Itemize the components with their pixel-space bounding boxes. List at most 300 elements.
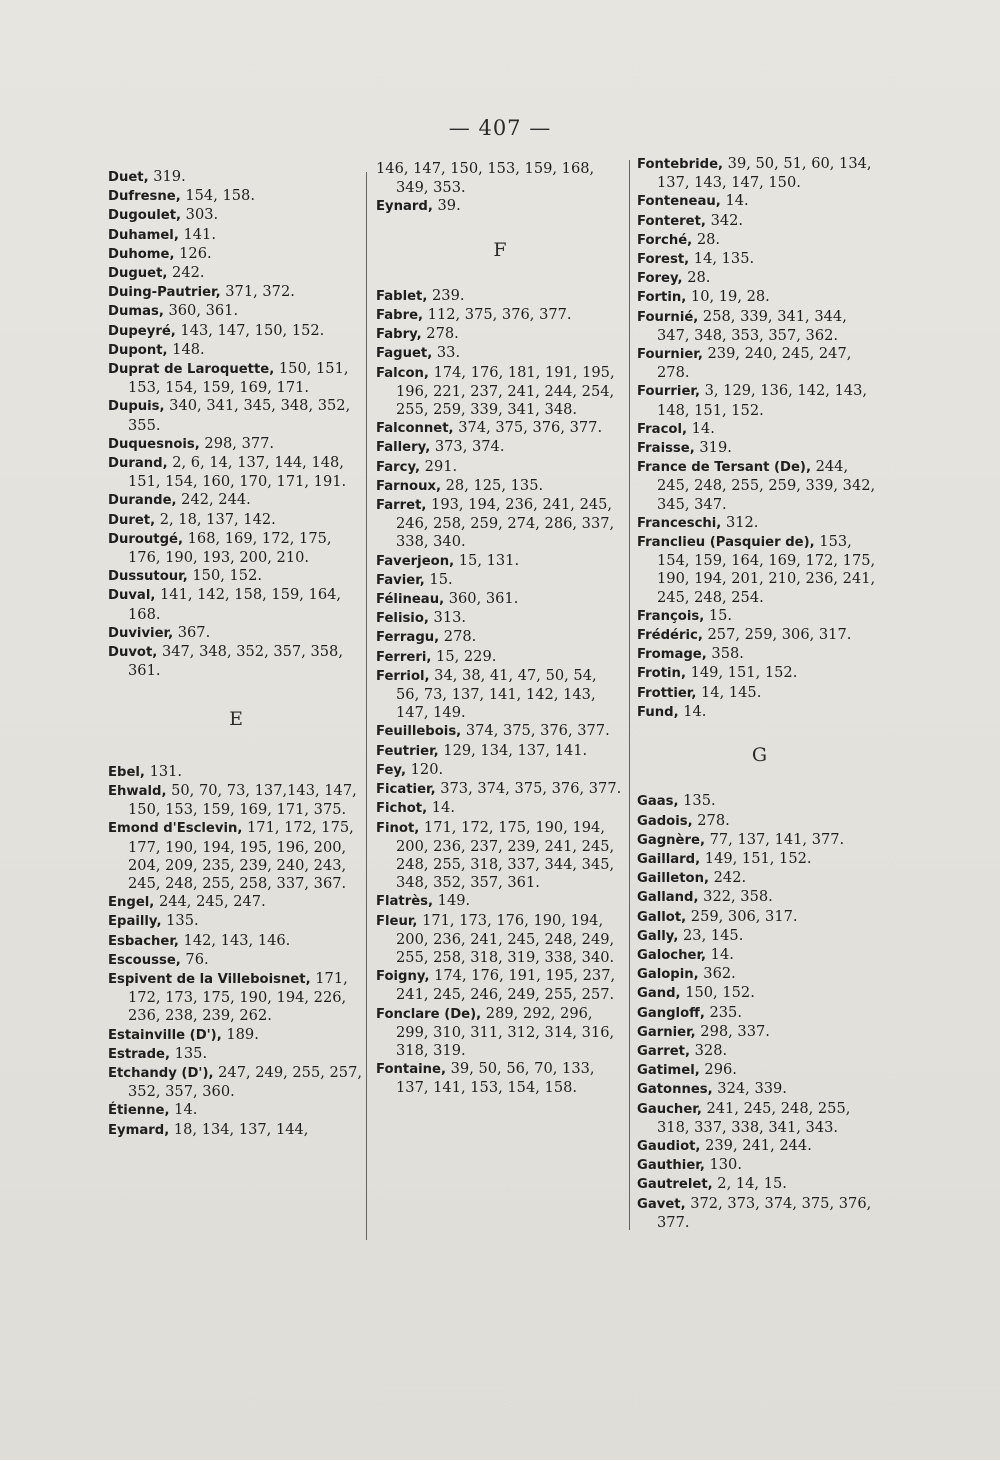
entry-name: Fablet, [376, 288, 428, 304]
index-entry [108, 283, 364, 302]
entry-page-refs: 342. [705, 211, 744, 229]
entry-page-refs: 126. [174, 244, 212, 262]
index-entry [108, 530, 364, 567]
entry-page-refs: 130. [704, 1156, 742, 1174]
entry-page-refs: 135. [161, 912, 199, 930]
index-entry [376, 667, 624, 723]
entry-page-refs: 15, 131. [454, 551, 520, 569]
index-entry [376, 160, 624, 197]
entry-name: Duhome, [108, 246, 175, 262]
entry-page-refs: 28, 125, 135. [441, 476, 544, 494]
index-entry [637, 1137, 882, 1156]
entry-name: Duroutgé, [108, 531, 183, 547]
entry-page-refs: 372, 373, 374, 375, 376, 377. [657, 1194, 872, 1231]
entry-name: Fonteneau, [637, 194, 721, 210]
entry-page-refs: 174, 176, 181, 191, 195, 196, 221, 237, 241, 244, 254, 255, 259, 339, 341, 348. [396, 363, 615, 419]
entry-page-refs: 367. [173, 623, 211, 641]
index-entry [376, 287, 624, 306]
entry-name: Fracol, [637, 421, 687, 437]
entry-name: Duvivier, [108, 625, 174, 641]
entry-page-refs: 259, 306, 317. [686, 907, 798, 925]
index-entry [376, 892, 624, 911]
entry-page-refs: 189. [221, 1025, 259, 1043]
entry-name: Epailly, [108, 914, 162, 930]
index-entry [637, 269, 882, 288]
entry-page-refs: 154, 158. [180, 187, 255, 205]
entry-name: Fraisse, [637, 441, 695, 457]
entry-page-refs: 39. [432, 197, 461, 215]
entry-name: Frotin, [637, 666, 686, 682]
entry-page-refs: 77, 137, 141, 377. [704, 830, 845, 848]
section-letter: F [493, 238, 507, 261]
entry-page-refs: 374, 375, 376, 377. [461, 722, 610, 740]
entry-page-refs: 171, 173, 176, 190, 194, 200, 236, 241, 245, 248, 249, 255, 258, 318, 319, 338, 340. [396, 911, 615, 966]
index-entry [376, 819, 624, 893]
index-entry [637, 607, 882, 626]
entry-name: Garret, [637, 1043, 690, 1059]
index-entry [108, 567, 364, 586]
index-entry [637, 684, 882, 703]
entry-name: Gally, [637, 928, 679, 944]
index-entry [637, 1195, 882, 1232]
entry-page-refs: 15. [424, 570, 453, 588]
index-entry [376, 496, 624, 552]
entry-page-refs: 14. [720, 192, 749, 210]
index-entry [108, 586, 364, 623]
index-entry [108, 782, 364, 819]
entry-name: Felisio, [376, 611, 429, 627]
index-entry [376, 967, 624, 1004]
index-entry [376, 344, 624, 363]
entry-name: Etchandy (D'), [108, 1065, 214, 1081]
entry-page-refs: 239, 241, 244. [700, 1136, 812, 1154]
entry-name: Duvot, [108, 645, 158, 661]
entry-name: Fortin, [637, 290, 687, 306]
entry-page-refs: 149. [433, 892, 471, 910]
entry-name: Fleur, [376, 913, 418, 929]
index-entry [108, 491, 364, 510]
index-entry [108, 763, 364, 782]
entry-name: Esbacher, [108, 933, 179, 949]
entry-page-refs: 303. [181, 206, 219, 224]
entry-page-refs: 149, 151, 152. [700, 849, 812, 867]
index-entry [637, 155, 882, 192]
index-entry [108, 819, 364, 893]
entry-name: Étienne, [108, 1103, 170, 1119]
entry-page-refs: 258, 339, 341, 344, 347, 348, 353, 357, 362. [657, 307, 847, 344]
index-entry [637, 1175, 882, 1194]
entry-page-refs: 150, 152. [187, 567, 263, 585]
entry-page-refs: 141. [178, 225, 216, 243]
index-entry [108, 302, 364, 321]
entry-page-refs: 148. [167, 340, 205, 358]
index-entry [108, 1101, 364, 1120]
entry-page-refs: 3, 129, 136, 142, 143, 148, 151, 152. [657, 382, 868, 419]
entry-page-refs: 244, 245, 247. [154, 893, 266, 911]
index-entry [376, 458, 624, 477]
index-entry [637, 514, 882, 533]
entry-name: Feutrier, [376, 743, 439, 759]
entry-name: Gautrelet, [637, 1177, 713, 1193]
index-entry [376, 552, 624, 571]
entry-name: Gaucher, [637, 1101, 702, 1117]
index-entry [637, 1156, 882, 1175]
entry-name: Escousse, [108, 952, 181, 968]
index-entry [637, 1004, 882, 1023]
entry-name: Ehwald, [108, 783, 167, 799]
entry-name: Duret, [108, 512, 156, 528]
entry-page-refs: 10, 19, 28. [686, 288, 770, 306]
page-number: — 407 — [448, 116, 552, 140]
entry-name: Favier, [376, 572, 425, 588]
entry-page-refs: 14, 145. [696, 683, 762, 701]
index-entry [376, 628, 624, 647]
index-entry [637, 439, 882, 458]
section-letter: E [229, 708, 243, 731]
index-entry [376, 609, 624, 628]
index-entry [637, 212, 882, 231]
entry-name: Falconnet, [376, 421, 454, 437]
index-entry [637, 382, 882, 419]
entry-name: France de Tersant (De), [637, 460, 811, 476]
entry-page-refs: 278. [439, 628, 477, 646]
entry-name: Gaillard, [637, 851, 701, 867]
entry-page-refs: 324, 339. [712, 1080, 787, 1098]
index-entry [108, 893, 364, 912]
entry-page-refs: 120. [406, 760, 444, 778]
index-entry [376, 438, 624, 457]
entry-page-refs: 149, 151, 152. [685, 664, 798, 682]
entry-page-refs: 50, 70, 73, 137,143, 147, 150, 153, 159, 169, 171, 375. [128, 781, 357, 819]
entry-name: Gaas, [637, 794, 679, 810]
entry-page-refs: 278. [421, 325, 459, 343]
index-entry [108, 264, 364, 283]
index-entry [637, 626, 882, 645]
index-entry [637, 869, 882, 888]
entry-page-refs: 235. [704, 1003, 742, 1021]
entry-name: Fund, [637, 704, 679, 720]
entry-name: Flatrès, [376, 894, 434, 910]
entry-name: Félineau, [376, 592, 445, 608]
index-column-2 [376, 160, 624, 1098]
index-entry [108, 322, 364, 341]
index-entry [108, 951, 364, 970]
entry-page-refs: 33. [432, 344, 461, 362]
entry-name: Forest, [637, 252, 690, 268]
entry-page-refs: 278. [692, 811, 730, 829]
entry-page-refs: 373, 374, 375, 376, 377. [435, 780, 622, 798]
index-entry [637, 888, 882, 907]
entry-page-refs: 39, 50, 56, 70, 133, 137, 141, 153, 154, 158. [396, 1060, 595, 1097]
index-entry [637, 664, 882, 683]
entry-page-refs: 340, 341, 345, 348, 352, 355. [128, 397, 351, 434]
entry-page-refs: 239, 240, 245, 247, 278. [657, 345, 852, 382]
entry-page-refs: 298, 337. [695, 1022, 770, 1040]
entry-page-refs: 129, 134, 137, 141. [438, 741, 588, 759]
entry-page-refs: 14. [686, 419, 715, 437]
entry-name: Farret, [376, 498, 427, 514]
column-divider-2 [629, 160, 630, 1230]
index-entry [108, 1045, 364, 1064]
index-entry [108, 511, 364, 530]
index-entry [637, 946, 882, 965]
entry-name: Gallot, [637, 909, 687, 925]
entry-page-refs: 39, 50, 51, 60, 134, 137, 143, 147, 150. [657, 155, 872, 192]
index-entry [108, 912, 364, 931]
index-entry [376, 1005, 624, 1061]
entry-page-refs: 257, 259, 306, 317. [702, 626, 852, 644]
entry-name: Ferriol, [376, 668, 430, 684]
index-entry [637, 927, 882, 946]
entry-name: Fonteret, [637, 213, 706, 229]
entry-name: Fallery, [376, 440, 431, 456]
entry-name: Dussutour, [108, 569, 188, 585]
entry-page-refs: 247, 249, 255, 257, 352, 357, 360. [128, 1063, 363, 1101]
entry-page-refs: 296. [699, 1061, 737, 1079]
index-entry [637, 1080, 882, 1099]
entry-name: Farnoux, [376, 478, 441, 494]
index-entry [108, 643, 364, 680]
entry-name: Fromage, [637, 647, 707, 663]
index-entry [637, 1061, 882, 1080]
entry-page-refs: 319. [694, 439, 732, 457]
index-entry [108, 1026, 364, 1045]
entry-page-refs: 319. [148, 168, 186, 185]
entry-page-refs: 153, 154, 159, 164, 169, 172, 175, 190, 194, 201, 210, 236, 241, 245, 248, 254. [657, 533, 876, 606]
index-entry [637, 831, 882, 850]
entry-name: Ficatier, [376, 782, 436, 798]
entry-page-refs: 34, 38, 41, 47, 50, 54, 56, 73, 137, 141, 142, 143, 147, 149. [396, 666, 597, 722]
entry-name: Fournier, [637, 347, 703, 363]
entry-name: Dupont, [108, 342, 168, 358]
entry-name: Gagnère, [637, 832, 705, 848]
entry-name: Estrade, [108, 1046, 170, 1062]
entry-name: Gand, [637, 986, 681, 1002]
entry-name: Dupuis, [108, 399, 165, 415]
index-entry [637, 345, 882, 382]
index-entry [376, 325, 624, 344]
entry-page-refs: 193, 194, 236, 241, 245, 246, 258, 259, 274, 286, 337, 338, 340. [396, 496, 615, 551]
entry-page-refs: 328. [690, 1041, 728, 1059]
entry-page-refs: 14. [169, 1101, 198, 1119]
entry-page-refs: 143, 147, 150, 152. [175, 321, 325, 339]
entry-page-refs: 150, 152. [680, 984, 755, 1002]
index-entry [376, 742, 624, 761]
entry-name: Galland, [637, 890, 699, 906]
index-entry [637, 1100, 882, 1137]
index-entry [108, 970, 364, 1026]
index-entry [108, 168, 364, 187]
entry-page-refs: 150, 151, 153, 154, 159, 169, 171. [128, 360, 349, 397]
entry-name: Galocher, [637, 947, 707, 963]
index-entry [637, 908, 882, 927]
entry-name: Foigny, [376, 969, 430, 985]
index-entry [637, 420, 882, 439]
index-entry [376, 571, 624, 590]
entry-page-refs: 322, 358. [698, 888, 773, 906]
index-entry [376, 590, 624, 609]
entry-name: Duquesnois, [108, 436, 200, 452]
index-entry [637, 812, 882, 831]
index-entry [637, 1023, 882, 1042]
entry-name: Ferreri, [376, 649, 432, 665]
entry-page-refs: 242. [167, 264, 205, 282]
entry-name: Fontaine, [376, 1062, 446, 1078]
entry-name: Faverjeon, [376, 553, 455, 569]
entry-page-refs: 347, 348, 352, 357, 358, 361. [128, 643, 343, 680]
index-entry [108, 454, 364, 491]
entry-name: Duval, [108, 588, 156, 604]
entry-name: François, [637, 608, 705, 624]
index-entry [637, 250, 882, 269]
entry-page-refs: 2, 14, 15. [712, 1175, 787, 1193]
entry-name: Franceschi, [637, 515, 722, 531]
entry-name: Eynard, [376, 199, 433, 215]
entry-page-refs: 291. [420, 457, 458, 475]
entry-page-refs: 142, 143, 146. [178, 931, 291, 949]
index-entry [376, 1060, 624, 1097]
index-entry [637, 850, 882, 869]
entry-name: Dumas, [108, 304, 164, 320]
index-entry [637, 1042, 882, 1061]
entry-page-refs: 15. [704, 606, 733, 624]
entry-name: Franclieu (Pasquier de), [637, 535, 815, 551]
entry-page-refs: 28. [692, 230, 721, 248]
entry-name: Durande, [108, 493, 177, 509]
index-column-3 [637, 155, 882, 1232]
index-entry [637, 984, 882, 1003]
entry-page-refs: 371, 372. [220, 283, 295, 301]
index-entry [376, 780, 624, 799]
entry-name: Forey, [637, 271, 683, 287]
entry-name: Fichot, [376, 801, 428, 817]
entry-name: Fontebride, [637, 157, 724, 172]
entry-name: Ferragu, [376, 630, 440, 646]
index-entry [637, 645, 882, 664]
entry-page-refs: 14. [427, 799, 455, 817]
index-entry [376, 364, 624, 420]
entry-name: Frottier, [637, 685, 697, 701]
entry-page-refs: 171, 172, 175, 190, 194, 200, 236, 237, 239, 241, 245, 248, 255, 318, 337, 344, 345, 348, 352, 357, 361. [396, 818, 615, 892]
index-entry [108, 206, 364, 225]
entry-name: Fourrier, [637, 384, 700, 400]
index-entry [376, 912, 624, 968]
entry-name: Faguet, [376, 346, 433, 362]
index-entry [376, 419, 624, 438]
entry-name: Dupeyré, [108, 323, 176, 339]
index-entry [637, 288, 882, 307]
entry-name: Duprat de Laroquette, [108, 362, 275, 378]
index-entry [376, 799, 624, 818]
entry-page-refs: 239. [427, 286, 465, 304]
index-entry [108, 435, 364, 454]
index-entry [637, 792, 882, 811]
entry-page-refs: 360, 361. [163, 302, 239, 320]
index-entry [637, 533, 882, 607]
entry-name: Duhamel, [108, 227, 179, 243]
entry-name: Forché, [637, 232, 693, 248]
entry-name: Frédéric, [637, 628, 703, 644]
entry-name: Ebel, [108, 764, 145, 780]
index-entry [376, 761, 624, 780]
index-entry [108, 1121, 364, 1140]
entry-page-refs: 15, 229. [431, 647, 497, 665]
index-entry [376, 722, 624, 741]
entry-page-refs: 14, 135. [689, 250, 755, 268]
entry-name: Duguet, [108, 266, 168, 282]
section-letter: G [751, 744, 768, 767]
entry-name: Falcon, [376, 365, 429, 381]
entry-page-refs: 298, 377. [199, 434, 275, 452]
index-entry [108, 1064, 364, 1101]
entry-page-refs: 168, 169, 172, 175, 176, 190, 193, 200, 210. [128, 529, 332, 567]
entry-page-refs: 14. [678, 702, 707, 720]
entry-page-refs: 18, 134, 137, 144, [169, 1120, 309, 1138]
entry-page-refs: 131. [144, 762, 183, 780]
entry-page-refs: 313. [428, 609, 467, 627]
entry-name: Finot, [376, 820, 420, 836]
entry-name: Fonclare (De), [376, 1006, 482, 1022]
entry-page-refs: 242. [709, 869, 747, 887]
entry-name: Emond d'Esclevin, [108, 821, 243, 837]
index-entry [108, 187, 364, 206]
entry-page-refs: 135. [169, 1044, 208, 1062]
entry-name: Fournié, [637, 309, 699, 325]
entry-page-refs: 241, 245, 248, 255, 318, 337, 338, 341, 343. [657, 1099, 851, 1136]
entry-name: Gavet, [637, 1196, 686, 1212]
index-entry [108, 932, 364, 951]
entry-page-refs: 141, 142, 158, 159, 164, 168. [128, 586, 342, 623]
entry-page-refs: 14. [706, 945, 734, 963]
entry-name: Feuillebois, [376, 724, 462, 740]
index-entry [637, 965, 882, 984]
entry-page-refs: 76. [180, 950, 209, 968]
index-entry [108, 226, 364, 245]
entry-page-refs: 358. [706, 645, 744, 663]
entry-page-refs: 2, 6, 14, 137, 144, 148, 151, 154, 160, 170, 171, 191. [128, 454, 347, 491]
entry-name: Farcy, [376, 459, 421, 475]
entry-page-refs: 23, 145. [678, 926, 744, 944]
entry-name: Fabry, [376, 327, 422, 343]
entry-page-refs: 362. [698, 965, 736, 983]
entry-name: Dugoulet, [108, 208, 182, 224]
entry-name: Gaudiot, [637, 1138, 701, 1154]
index-entry [108, 360, 364, 397]
entry-name: Fabre, [376, 308, 424, 324]
index-entry [637, 231, 882, 250]
index-entry [637, 458, 882, 514]
index-entry [637, 192, 882, 211]
index-entry [376, 197, 624, 216]
entry-page-refs: 28. [682, 269, 711, 287]
index-entry [108, 624, 364, 643]
entry-page-refs: 244, 245, 248, 255, 259, 339, 342, 345, 347. [657, 458, 876, 513]
entry-name: Gatimel, [637, 1063, 700, 1079]
entry-page-refs: 242, 244. [176, 491, 251, 509]
index-entry [376, 306, 624, 325]
entry-name: Gangloff, [637, 1005, 705, 1021]
entry-page-refs: 289, 292, 296, 299, 310, 311, 312, 314, 316, 318, 319. [396, 1004, 615, 1059]
index-entry [637, 308, 882, 345]
entry-name: Gatonnes, [637, 1082, 713, 1098]
index-entry [108, 341, 364, 360]
entry-name: Gadois, [637, 813, 693, 829]
entry-name: Eymard, [108, 1122, 170, 1138]
entry-page-refs: 374, 375, 376, 377. [453, 419, 603, 437]
entry-page-refs: 135. [678, 792, 716, 810]
entry-page-refs: 312. [721, 513, 759, 531]
index-column-1 [108, 168, 364, 1140]
